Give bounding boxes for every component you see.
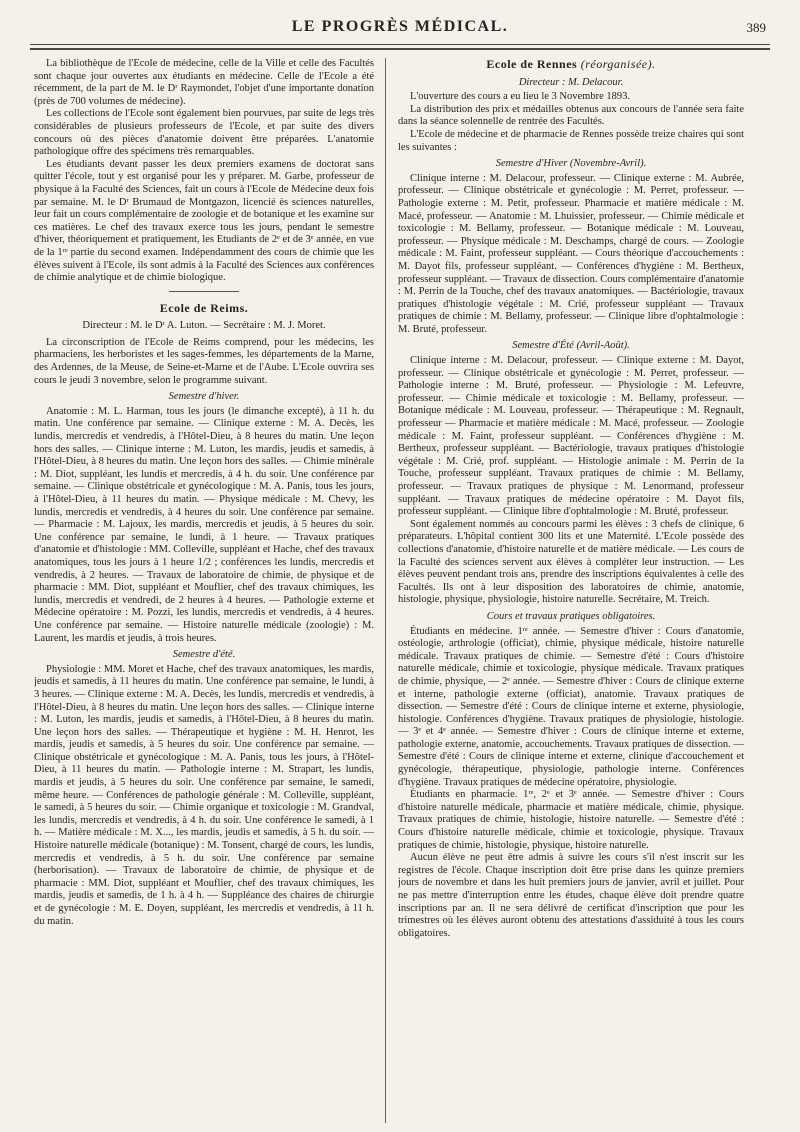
paragraph: Sont également nommés au concours parmi les élèves : 3 chefs de clinique, 6 préparateurs. L'hôpital contient 300 lits et une Maternité. L'Ecole possède des collections d'anatomie, d'histoire naturelle et de matière médicale. — Les cours de la Faculté des sciences servent aux élèves à compléter leur instruction. — Les élèves peuvent pendant trois ans, prendre des inscriptions équivalentes à celle des Facultés. Ils ont à leur disposition des laboratoires de chimie, anatomie, histologie, physique, physiologie, histoire naturelle. Secrétaire, M. Treich. [398, 518, 744, 606]
rennes-title-text: Ecole de Rennes [486, 58, 578, 71]
paragraph: Les collections de l'Ecole sont également bien pourvues, par suite de legs très considérables de plusieurs professeurs de l'Ecole, et par suite des divers concours où des pièces d'anatomie doivent être préparées. L'anatomie pathologique offre des spécimens très remarquables. [34, 108, 374, 158]
running-title: LE PROGRÈS MÉDICAL. [291, 18, 509, 35]
paragraph: La circonscription de l'Ecole de Reims comprend, pour les médecins, les pharmaciens, les herboristes et les sages-femmes, les départements de la Marne, des Ardennes, de la Meuse, de Seine-et-Marne et de l'Aube. L'Ecole ouvrira ses cours le jeudi 3 novembre, selon le programme suivant. [34, 336, 374, 386]
paragraph: Étudiants en médecine. 1ʳᵉ année. — Semestre d'hiver : Cours d'anatomie, ostéologie, arthrologie (officiat), chimie, physique médicale, histoire naturelle médicale. Travaux pratiques de chimie. — Semestre d'été : Cours d'histoire naturelle médicale, chimie et toxicologie, physique médicale. Travaux pratiques de chimie, physique, — 2ᵉ année. — Semestre d'hiver : Cours de clinique externe et interne, pathologie externe (officiat), anatomie. Travaux pratiques de dissection. — Semestre d'été : Cours de clinique interne et externe, physiologie, histologie. Conférences d'hygiène. Travaux pratiques de physiologie, histologie. — 3ᵉ et 4ᵉ année. — Semestre d'hiver : Cours de clinique interne et externe, pathologie externe, anatomie, accouchements. Travaux pratiques de dissection. — Semestre d'été : Cours de clinique interne et externe, clinique d'accouchement et gynécologie, thérapeutique, physiologie, pathologie interne. Conférences d'hygiène. Travaux pratiques de médecine opératoire, physiologie. [398, 625, 744, 788]
semester-heading: Cours et travaux pratiques obligatoires. [486, 610, 656, 622]
header-rule-thin [30, 44, 770, 45]
section-title-reims: Ecole de Reims. [159, 300, 249, 315]
header-rule-thick [30, 48, 770, 50]
semester-heading: Semestre d'été. [172, 649, 236, 661]
semester-heading: Semestre d'hiver. [168, 391, 240, 403]
reims-staff-line: Directeur : M. le Dʳ A. Luton. — Secrétaire : M. J. Moret. [82, 320, 326, 332]
paragraph: Physiologie : MM. Moret et Hache, chef des travaux anatomiques, les mardis, jeudis et samedis, à 11 heures du matin. Une conférence par semaine, le lundi, à 3 heures. — Clinique externe : M. A. Decès, les lundis, mercredis et vendredis, à l'Hôtel-Dieu, à 8 heures du matin. Une leçon hors des salles. — Clinique interne : M. Luton, les mardis, jeudis et samedis, à l'Hôtel-Dieu, à 8 heures du matin. Une leçon hors des salles. — Thérapeutique et hygiène : M. H. Henrot, les mardis, jeudis et samedis, à 5 heures du soir. Une conférence par semaine. — Clinique obstétricale et gynécologique : M. A. Panis, tous les jours, à l'Hôtel-Dieu, à 11 heures du matin. — Pathologie interne : M. Strapart, les lundis, mardis et jeudis, à 5 heures du soir. Une conférence par semaine, le samedi, même heure. — Conférences de pathologie générale : M. Colleville, suppléant, le samedi, à 5 heures du soir. — Chimie organique et toxicologie : M. Grandval, les lundis, mercredis et vendredis, à 4 h. du soir. Une conférence le samedi, à 1 h. — Matière médicale : M. X..., les mardis, jeudis et samedis, à 5 h. du soir. — Histoire naturelle médicale (botanique) : M. Tonsent, chargé de cours, les lundis, mercredis et vendredis, à 5 h. du soir. Une conférence par semaine (herborisation). — Travaux de laboratoire de chimie, de physique et de pharmacie : MM. Diot, suppléant et Mouflier, chef des travaux chimiques, les mardis, jeudis et samedis, de 1 h. à 4 h. — Suppléance des chaires de chirurgie et de gynécologie : M. E. Doyen, suppléant, les mercredis et vendredis, à 11 h. du matin. [34, 663, 374, 927]
paragraph: Clinique interne : M. Delacour, professeur. — Clinique externe : M. Dayot, professeur. — Clinique obstétricale et gynécologie : M. Perret, professeur. — Pathologie interne : M. Bruté, professeur. — Physiologie : M. Lefeuvre, professeur. — Chimie médicale et toxicologie : M. Bellamy, professeur. — Botanique médicale : M. Louveau, professeur. — Thérapeutique : M. Regnault, professeur — Pharmacie et matière médicale : M. Macé, professeur. — Zoologie médicale : M. Faint, professeur suppléant. — Conférences d'hygiène : M. Bertheux, professeur suppléant. — Bactériologie, travaux pratiques d'histologie végétale : M. Crié, prof. suppléant. — Histologie animale : M. Perrin de la Touche, professeur suppléant. Travaux pratiques de chimie : M. Bellamy, professeur. — Travaux pratiques de physique : M. Lenormand, professeur suppléant. — Travaux pratiques de médecine opératoire : M. Dayot fils, professeur suppléant. — Clinique libre d'ophtalmologie : M. Bruté, professeur. [398, 355, 744, 518]
section-title-rennes [398, 58, 744, 71]
paragraph: L'Ecole de médecine et de pharmacie de Rennes possède treize chaires qui sont les suivantes : [398, 128, 744, 153]
left-column [34, 58, 374, 1118]
paragraph: L'ouverture des cours a eu lieu le 3 Novembre 1893. [410, 91, 630, 103]
paragraph: Clinique interne : M. Delacour, professeur. — Clinique externe : M. Aubrée, professeur. — Clinique obstétricale et gynécologie : M. Perret, professeur. — Pathologie externe : M. Petit, professeur. Pharmacie et matière médicale : M. Macé, professeur. — Anatomie : M. Lhuissier, professeur. — Chimie médicale et toxicologie : M. Bellamy, professeur. — Botanique médicale : M. Louveau, professeur. — Physique médicale : M. Deschamps, chargé de cours. — Zoologie médicale : M. Faint, professeur suppléant. — Cours théorique d'accouchements : M. Dayot fils, professeur suppléant. — Conférences d'hygiène : M. Bertheux, professeur suppléant. — Travaux de dissection. Cours complémentaire d'anatomie : M. Perrin de la Touche, chef des travaux anatomiques. — Bactériologie, travaux pratiques d'histologie végétale : M. Crié, professeur suppléant — Travaux pratiques de chimie : M. Bellamy, professeur. — Clinique libre d'ophtalmologie : M. Bruté, professeur. [398, 172, 744, 335]
rennes-staff-line: Directeur : M. Delacour. [518, 76, 624, 88]
page-number: 389 [746, 20, 766, 35]
semester-heading: Semestre d'Hiver (Novembre-Avril). [495, 158, 647, 170]
right-column [398, 58, 744, 1118]
section-divider [169, 291, 239, 292]
paragraph: Étudiants en pharmacie. 1ʳᵉ, 2ᵉ et 3ᵉ année. — Semestre d'hiver : Cours d'histoire naturelle médicale, pharmacie et matière médicale, chimie, physique. Travaux pratiques de chimie, histologie, histoire naturelle. — Semestre d'été : Cours d'histoire naturelle médicale, chimie et toxicologie, physique. Travaux pratiques de chimie, histologie, physique, histoire naturelle. [398, 789, 744, 851]
semester-heading: Semestre d'Été (Avril-Août). [512, 340, 630, 352]
paragraph: La distribution des prix et médailles obtenus aux concours de l'année sera faite dans la séance solennelle de rentrée des Facultés. [398, 103, 744, 128]
column-divider [385, 58, 386, 1123]
paragraph: Anatomie : M. L. Harman, tous les jours (le dimanche excepté), à 11 h. du matin. Une conférence par semaine. — Clinique externe : M. A. Decès, les lundis, mercredis et vendredis, à l'Hôtel-Dieu, à 8 heures du matin. Une leçon hors des salles. — Clinique interne : M. Luton, les mardis, jeudis et samedis, à l'Hôtel-Dieu, à 8 heures du matin. Une leçon hors des salles. — Chimie minérale : M. Diot, suppléant, les lundis et mercredis, à 4 h. du soir. Une conférence par semaine. — Clinique obstétricale et gynécologique : M. A. Panis, tous les jours, à l'Hôtel-Dieu, à 11 heures du matin. — Physique médicale : M. Chevy, les lundis, mercredis et vendredis, à 4 heures du soir. Une conférence par semaine. — Pharmacie : M. Lajoux, les mardis, mercredis et jeudis, à 5 heures du soir. Une conférence par semaine, le lundi, à 1 heure. — Travaux pratiques d'anatomie et d'histologie : MM. Colleville, suppléant et Hache, chef des travaux anatomiques, tous les jours à 1 heure 1/2 ; conférences les lundis, mercredis et vendredis, à 2 heures. — Travaux de laboratoire de chimie, de physique et de pharmacie : MM. Diot, suppléant et Mouflier, chef des travaux chimiques, les lundis, mercredis et vendredi, de 2 heures à 4 heures. — Pathologie externe et Médecine opératoire : M. Pozzi, les lundis, mercredis et vendredis, à 4 heures. Une conférence par semaine. — Histoire naturelle médicale (zoologie) : M. Laurent, les mardis et jeudis, à trois heures. [34, 405, 374, 644]
rennes-title-qualifier: (réorganisée). [580, 58, 656, 71]
paragraph: Aucun élève ne peut être admis à suivre les cours s'il n'est inscrit sur les registres de l'école. Chaque inscription doit être prise dans les quinze premiers jours de novembre et dans les huit premiers jours de janvier, avril et juillet. Pour ne pas mettre d'interruption entre les études, chaque élève doit prendre quatre inscriptions par an. Il ne sera délivré de certificat d'inscription que pour les trimestres où les élèves auront obtenu des attestations d'assiduité à tous les cours obligatoires. [398, 852, 744, 939]
paragraph: La bibliothèque de l'Ecole de médecine, celle de la Ville et celle des Facultés sont chaque jour ouvertes aux étudiants en médecine. Celle de l'Ecole a été récemment, de la part de M. le Dʳ Raymondet, l'objet d'une importante donation (près de 700 volumes de médecine). [34, 58, 374, 107]
paragraph: Les étudiants devant passer les deux premiers examens de doctorat sans quitter l'école, tout y est organisé pour les y préparer. M. Garbe, professeur de physique à la Faculté des Sciences, fait un cours à l'Ecole de Médecine deux fois par semaine. M. le Dʳ Brumaud de Montgazon, licencié ès sciences naturelles, leur fait un cours complémentaire de zoologie et de botanique et les examine sur ces matières. Le chef des travaux exerce tous les jours, pendant le semestre d'hiver, théoriquement et pratiquement, les Etudiants de 2ᵉ et de 3ᵉ année, en vue de la 1ʳᵉ partie du second examen. Indépendamment des cours de chimie que les élèves suivent à l'Ecole, ils sont admis à la Faculté des Sciences aux conférences de chimie analytique et de chimie biologique. [34, 158, 374, 284]
page-header [30, 14, 770, 54]
